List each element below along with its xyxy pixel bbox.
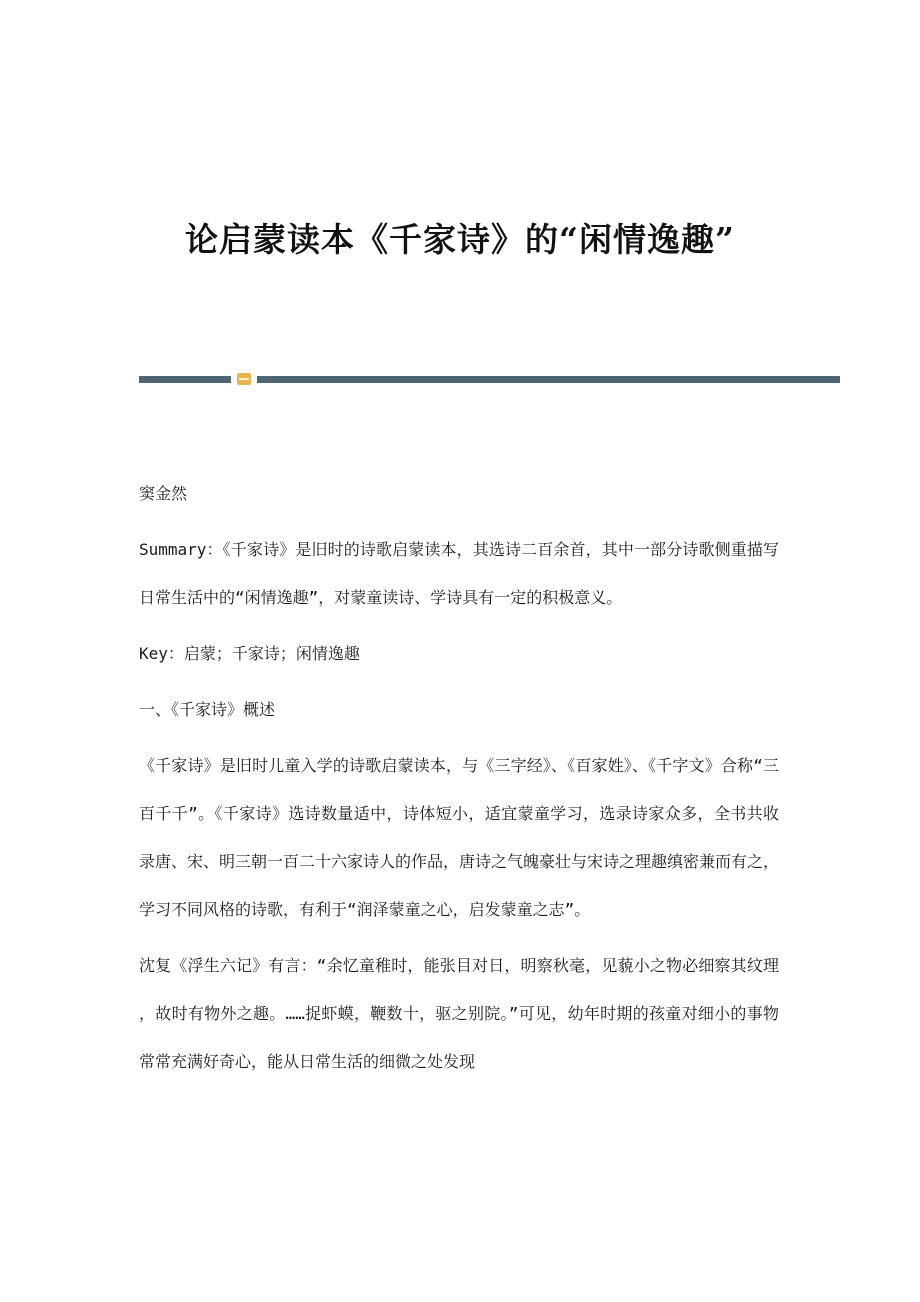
author-name: 窦金然 [139,484,188,503]
section-heading: 一、《千家诗》概述 [139,700,276,719]
document-title: 论启蒙读本《千家诗》的“闲情逸趣” [185,220,735,259]
document-body [139,470,779,1094]
summary-paragraph: Summary：《千家诗》是旧时的诗歌启蒙读本，其选诗二百余首，其中一部分诗歌侧重描写日常生活中的“闲情逸趣”，对蒙童读诗、学诗具有一定的积极意义。 [139,540,779,607]
body-paragraph-2: 沈复《浮生六记》有言：“余忆童稚时，能张目对日，明察秋毫，见藐小之物必细察其纹理，故时有物外之趣。……捉虾蟆，鞭数十，驱之别院。”可见，幼年时期的孩童对细小的事物常常充满好奇心，能从日常生活的细微之处发现 [139,956,779,1071]
divider-bar-right [257,376,840,383]
divider-marker-icon [237,373,251,385]
title-divider [139,372,840,386]
divider-bar-left [139,376,231,383]
body-paragraph-1: 《千家诗》是旧时儿童入学的诗歌启蒙读本，与《三字经》、《百家姓》、《千字文》合称“三百千千”。《千家诗》选诗数量适中，诗体短小，适宜蒙童学习，选录诗家众多，全书共收录唐、宋、明三朝一百二十六家诗人的作品，唐诗之气魄豪壮与宋诗之理趣缜密兼而有之，学习不同风格的诗歌，有利于“润泽蒙童之心，启发蒙童之志”。 [139,756,780,919]
keywords-line: Key：启蒙；千家诗；闲情逸趣 [139,644,360,663]
